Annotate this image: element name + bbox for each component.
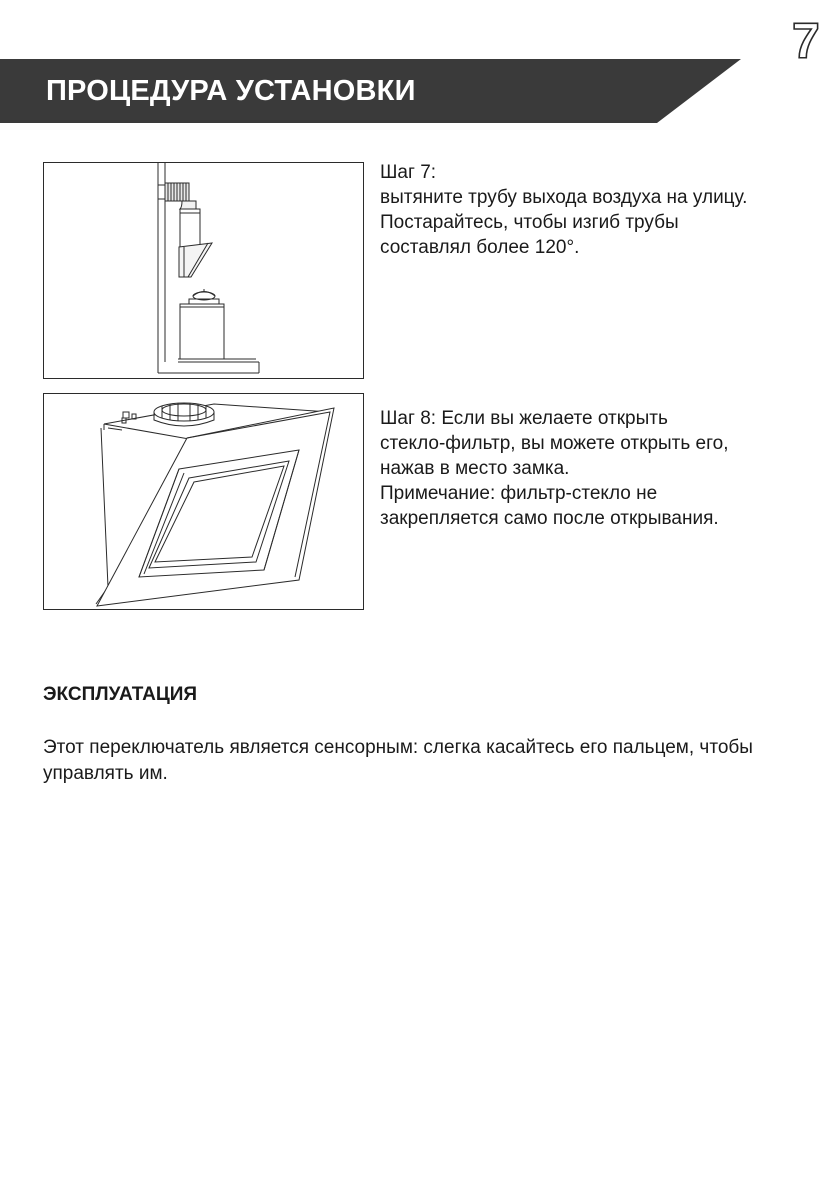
step8-line: нажав в место замка. — [380, 458, 570, 479]
step7-text — [380, 160, 820, 260]
step8-illustration — [43, 393, 364, 610]
step8-line: Шаг 8: Если вы желаете открыть — [380, 408, 668, 429]
step7-line: вытяните трубу выхода воздуха на улицу. — [380, 187, 748, 208]
step8-line: стекло-фильтр, вы можете открыть его, — [380, 433, 729, 454]
page-number-text: 7 — [792, 14, 820, 64]
duct-installation-drawing — [44, 163, 365, 380]
step8-line: Примечание: фильтр-стекло не — [380, 483, 658, 504]
glass-hood-drawing — [44, 394, 365, 611]
step7-illustration — [43, 162, 364, 379]
step8-text — [380, 406, 820, 531]
operation-heading: ЭКСПЛУАТАЦИЯ — [43, 684, 198, 705]
operation-text: Этот переключатель является сенсорным: слегка касайтесь его пальцем, чтобы управлять им. — [43, 737, 753, 784]
page-title: ПРОЦЕДУРА УСТАНОВКИ — [46, 75, 416, 107]
page-number — [790, 14, 830, 64]
step8-line: закрепляется само после открывания. — [380, 508, 719, 529]
step7-line: Шаг 7: — [380, 162, 437, 183]
step7-line: Постарайтесь, чтобы изгиб трубы — [380, 212, 679, 233]
step7-line: составлял более 120°. — [380, 237, 580, 258]
